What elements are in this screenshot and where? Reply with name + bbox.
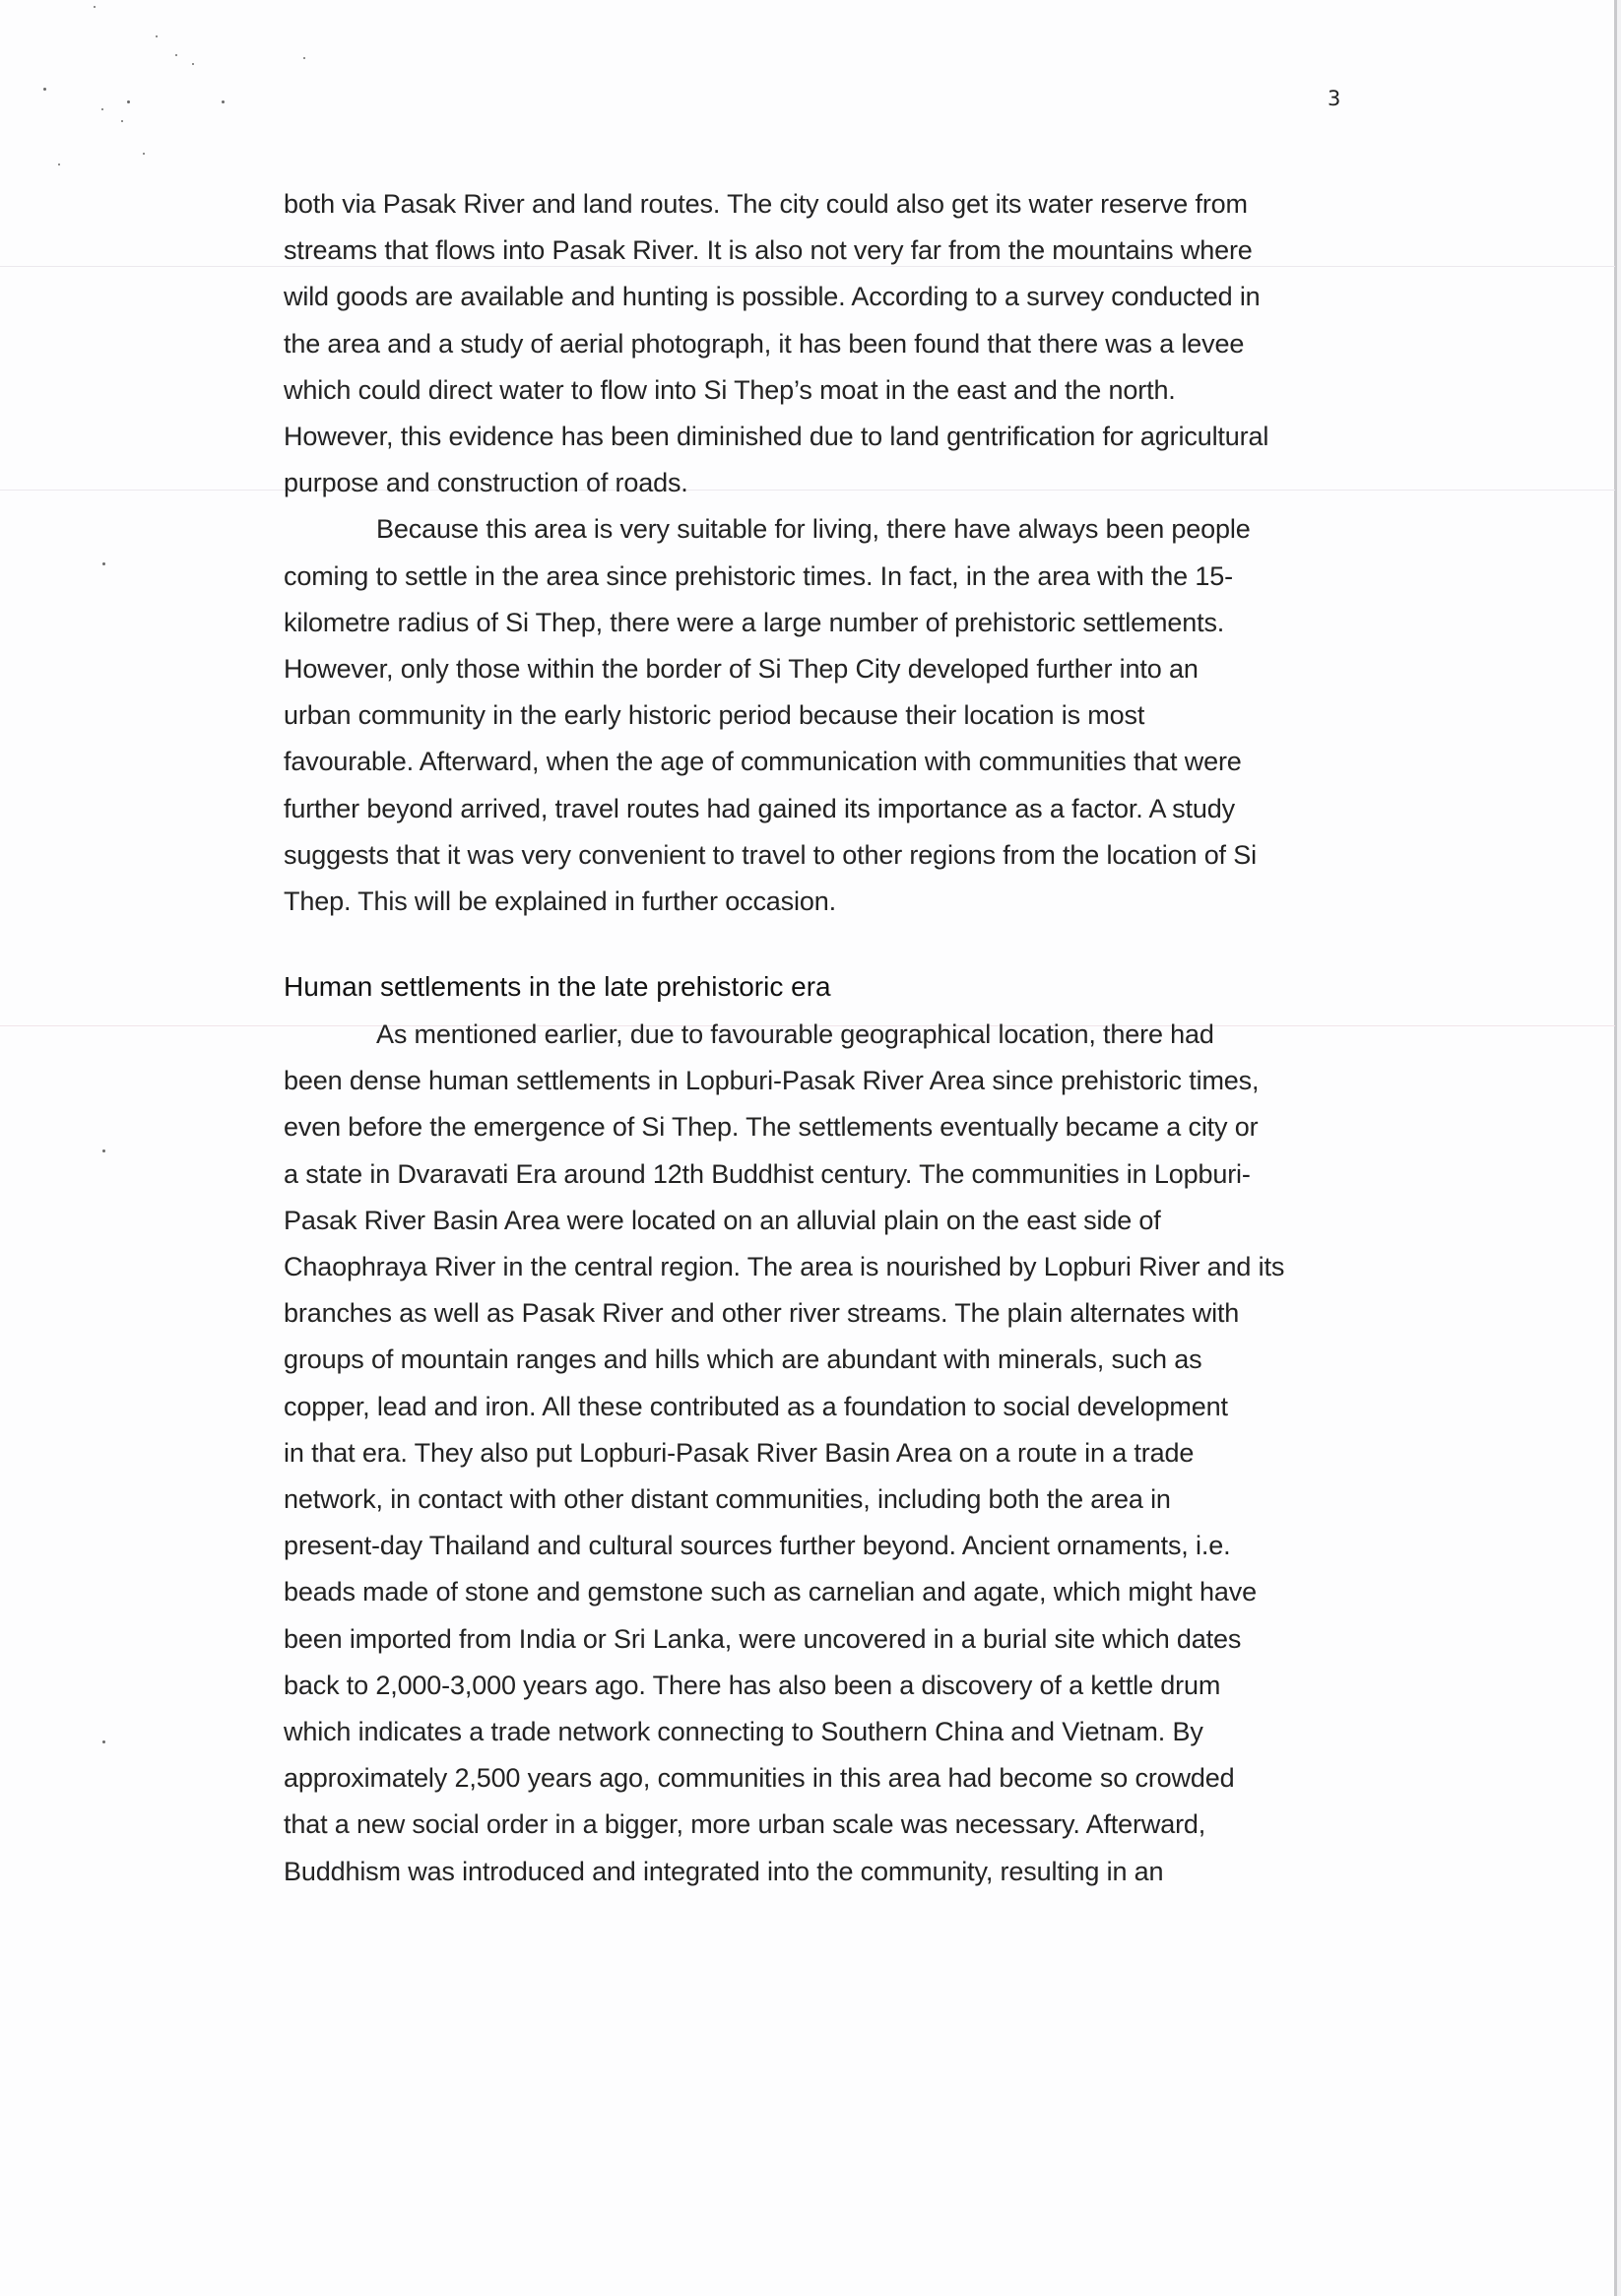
text-line: been imported from India or Sri Lanka, were uncovered in a burial site which dates	[284, 1623, 1242, 1654]
section-heading: Human settlements in the late prehistoric era	[284, 971, 831, 1002]
scan-speck	[102, 562, 105, 565]
text-line: a state in Dvaravati Era around 12th Buddhist century. The communities in Lopburi-	[284, 1158, 1251, 1189]
page-number: 3	[1328, 87, 1341, 110]
text-line: Thep. This will be explained in further occasion.	[284, 886, 836, 916]
scan-speck	[127, 100, 130, 103]
text-line: further beyond arrived, travel routes had gained its importance as a factor. A study	[284, 793, 1235, 823]
text-line: Buddhism was introduced and integrated into the community, resulting in an	[284, 1856, 1164, 1886]
text-line: groups of mountain ranges and hills which are abundant with minerals, such as	[284, 1345, 1202, 1375]
text-line: urban community in the early historic period because their location is most	[284, 700, 1145, 731]
scan-speck	[43, 88, 46, 91]
text-line: wild goods are available and hunting is possible. According to a survey conducted in	[284, 282, 1261, 312]
scan-speck	[102, 1149, 105, 1152]
text-line: been dense human settlements in Lopburi-Pasak River Area since prehistoric times,	[284, 1066, 1260, 1096]
scan-page-margin	[1617, 0, 1621, 2296]
text-line: network, in contact with other distant communities, including both the area in	[284, 1484, 1171, 1514]
text-line: suggests that it was very convenient to travel to other regions from the location of Si	[284, 839, 1257, 870]
scan-speck	[156, 35, 158, 37]
scan-speck	[192, 63, 194, 65]
text-line: that a new social order in a bigger, more urban scale was necessary. Afterward,	[284, 1809, 1206, 1840]
scan-speck	[121, 120, 123, 122]
scan-speck	[175, 54, 177, 56]
scan-speck	[143, 153, 145, 155]
text-line: However, this evidence has been diminished due to land gentrification for agricultural	[284, 422, 1269, 451]
text-line: in that era. They also put Lopburi-Pasak River Basin Area on a route in a trade	[284, 1437, 1195, 1468]
scan-page-edge	[1614, 0, 1617, 2296]
text-line: approximately 2,500 years ago, communities in this area had become so crowded	[284, 1763, 1235, 1794]
scan-speck	[101, 108, 103, 110]
text-line: However, only those within the border of Si Thep City developed further into an	[284, 654, 1199, 684]
scan-artifact-rule	[0, 490, 1615, 491]
text-line: kilometre radius of Si Thep, there were a large number of prehistoric settlements.	[284, 607, 1225, 637]
text-line: which indicates a trade network connecting to Southern China and Vietnam. By	[284, 1717, 1203, 1746]
text-line: both via Pasak River and land routes. The city could also get its water reserve from	[284, 189, 1248, 219]
text-line: Chaophraya River in the central region. The area is nourished by Lopburi River and its	[284, 1252, 1285, 1281]
scan-speck	[94, 6, 96, 8]
text-line: Because this area is very suitable for living, there have always been people	[376, 514, 1251, 545]
text-line: branches as well as Pasak River and other river streams. The plain alternates with	[284, 1298, 1240, 1329]
text-line: As mentioned earlier, due to favourable geographical location, there had	[376, 1019, 1214, 1049]
text-line: which could direct water to flow into Si Thep’s moat in the east and the north.	[284, 374, 1176, 405]
text-line: back to 2,000-3,000 years ago. There has also been a discovery of a kettle drum	[284, 1670, 1221, 1700]
text-line: the area and a study of aerial photograph, it has been found that there was a levee	[284, 328, 1245, 359]
scan-speck	[58, 164, 60, 165]
text-line: present-day Thailand and cultural sources further beyond. Ancient ornaments, i.e.	[284, 1531, 1231, 1561]
scan-speck	[303, 57, 305, 59]
text-line: purpose and construction of roads.	[284, 468, 688, 498]
text-line: even before the emergence of Si Thep. The settlements eventually became a city or	[284, 1112, 1259, 1143]
text-line: copper, lead and iron. All these contributed as a foundation to social development	[284, 1391, 1228, 1421]
text-line: coming to settle in the area since prehistoric times. In fact, in the area with the 15-	[284, 560, 1233, 591]
text-line: streams that flows into Pasak River. It is also not very far from the mountains where	[284, 235, 1253, 266]
text-line: Pasak River Basin Area were located on an alluvial plain on the east side of	[284, 1205, 1161, 1235]
scan-speck	[102, 1740, 105, 1743]
scan-speck	[222, 100, 225, 103]
text-line: beads made of stone and gemstone such as carnelian and agate, which might have	[284, 1577, 1257, 1607]
text-line: favourable. Afterward, when the age of communication with communities that were	[284, 747, 1242, 777]
